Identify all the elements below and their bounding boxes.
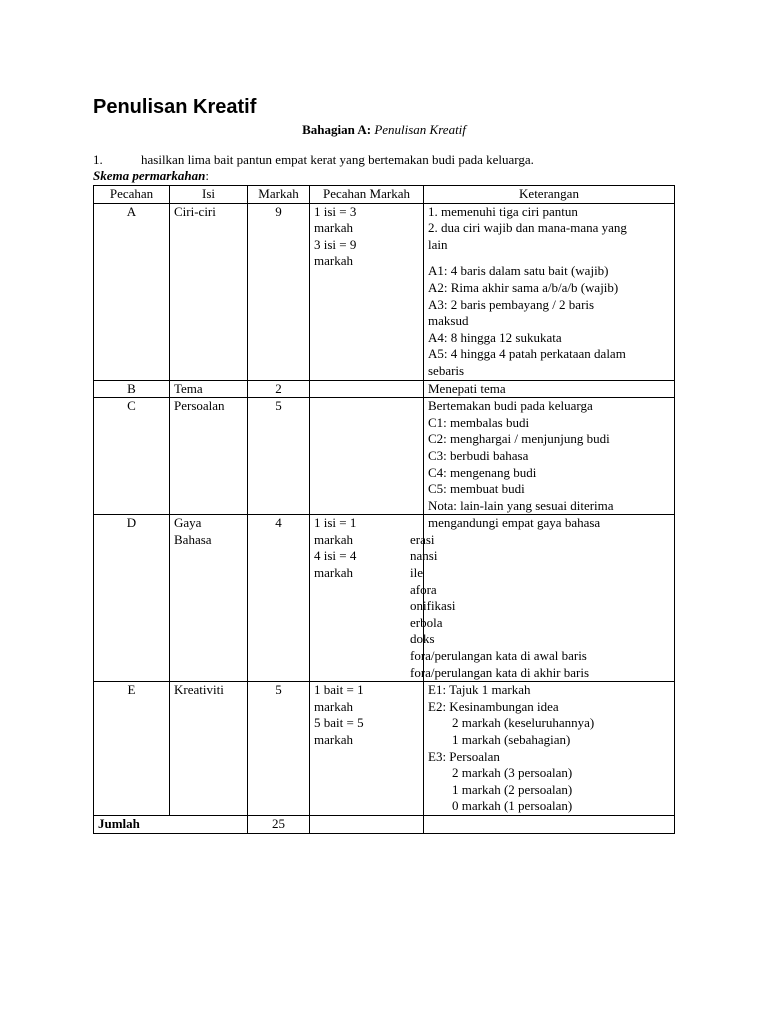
table-header-row	[94, 186, 675, 204]
cell-pecahan: E	[94, 682, 170, 816]
total-label: Jumlah	[94, 815, 248, 833]
cell-isi: Tema	[170, 380, 248, 398]
scheme-colon: :	[205, 168, 209, 183]
cell-markah: 9	[248, 203, 310, 380]
ket-line: 2 markah (3 persoalan)	[452, 765, 573, 781]
ket-line-cut: nansi	[410, 548, 438, 564]
pm-line: markah	[314, 531, 353, 547]
table-row	[94, 682, 675, 816]
ket-line: A2: Rima akhir sama a/b/a/b (wajib)	[428, 279, 619, 295]
pm-line: 1 isi = 3	[314, 203, 357, 219]
ket-line-cut: afora	[410, 581, 437, 597]
ket-line: 1. memenuhi tiga ciri pantun	[428, 203, 578, 219]
cell-pecahan-markah	[310, 398, 424, 515]
ket-line: Menepati tema	[428, 380, 506, 396]
ket-line: A4: 8 hingga 12 sukukata	[428, 329, 562, 345]
pm-line: 3 isi = 9	[314, 236, 357, 252]
header-isi: Isi	[170, 186, 248, 204]
table-row	[94, 203, 675, 380]
cell-keterangan	[410, 515, 675, 682]
cell-pecahan-markah	[310, 203, 424, 380]
ket-line: 0 markah (1 persoalan)	[452, 798, 573, 814]
ket-line: Bertemakan budi pada keluarga	[428, 398, 593, 414]
cell-isi	[170, 515, 248, 682]
pm-line: markah	[314, 220, 353, 236]
pm-line: 4 isi = 4	[314, 548, 357, 564]
cell-keterangan	[424, 682, 675, 816]
ket-line: sebaris	[428, 362, 465, 378]
cell-pecahan-markah	[310, 380, 424, 398]
ket-line: maksud	[428, 313, 469, 329]
total-empty-2	[424, 815, 675, 833]
cell-pecahan: A	[94, 203, 170, 380]
table-row	[94, 398, 675, 515]
ket-line-cut: erasi	[410, 531, 435, 547]
scoring-table	[93, 185, 675, 834]
cell-isi: Ciri-ciri	[170, 203, 248, 380]
question-text: hasilkan lima bait pantun empat kerat yang bertemakan budi pada keluarga.	[141, 152, 534, 167]
cell-isi: Persoalan	[170, 398, 248, 515]
pm-line: 1 isi = 1	[314, 515, 357, 531]
cell-pecahan-markah	[310, 682, 424, 816]
pm-line: markah	[314, 698, 353, 714]
ket-line: C3: berbudi bahasa	[428, 447, 529, 463]
pm-line: markah	[314, 732, 353, 747]
header-keterangan: Keterangan	[424, 186, 675, 204]
cell-pecahan: C	[94, 398, 170, 515]
cell-keterangan	[424, 203, 675, 380]
header-pecahan-markah: Pecahan Markah	[310, 186, 424, 204]
ket-line: A1: 4 baris dalam satu bait (wajib)	[428, 263, 609, 279]
cell-markah: 4	[248, 515, 310, 682]
question-number: 1.	[93, 152, 103, 167]
isi-line: Gaya	[174, 515, 202, 531]
ket-line: 1 markah (sebahagian)	[452, 732, 571, 747]
ket-line: C2: menghargai / menjunjung budi	[428, 431, 610, 447]
ket-line: E2: Kesinambungan idea	[428, 698, 559, 714]
total-empty-1	[310, 815, 424, 833]
scheme-label	[93, 168, 209, 184]
section-subtitle	[0, 122, 768, 138]
ket-line: C5: membuat budi	[428, 481, 525, 497]
ket-line: 2 markah (keseluruhannya)	[452, 715, 595, 731]
cell-keterangan	[424, 398, 675, 515]
page-title: Penulisan Kreatif	[93, 96, 257, 118]
table-row	[94, 515, 675, 682]
cell-isi: Kreativiti	[170, 682, 248, 816]
ket-line: C4: mengenang budi	[428, 464, 537, 480]
total-value: 25	[248, 815, 310, 833]
ket-line: A5: 4 hingga 4 patah perkataan dalam	[428, 346, 626, 362]
cell-markah: 5	[248, 398, 310, 515]
header-pecahan: Pecahan	[94, 186, 170, 204]
cell-keterangan	[424, 380, 675, 398]
ket-line: C1: membalas budi	[428, 414, 530, 430]
ket-line-cut: doks	[410, 631, 435, 647]
ket-line: Nota: lain-lain yang sesuai diterima	[428, 497, 614, 513]
ket-line: 1 markah (2 persoalan)	[452, 781, 573, 797]
cell-pecahan-markah	[310, 515, 424, 682]
ket-line: mengandungi empat gaya bahasa	[428, 515, 601, 531]
ket-line: A3: 2 baris pembayang / 2 baris	[428, 296, 595, 312]
subtitle-rest: Penulisan Kreatif	[374, 122, 466, 137]
cell-markah: 5	[248, 682, 310, 816]
cell-pecahan: B	[94, 380, 170, 398]
ket-line-cut: ile	[410, 565, 423, 581]
ket-line: E3: Persoalan	[428, 748, 500, 764]
ket-line: lain	[428, 236, 448, 252]
pm-line: 5 bait = 5	[314, 715, 364, 731]
ket-line-cut: erbola	[410, 614, 443, 630]
cell-pecahan: D	[94, 515, 170, 682]
pm-line: markah	[314, 565, 353, 581]
ket-line-cut: onifikasi	[410, 598, 456, 614]
pm-line: markah	[314, 253, 353, 269]
ket-line: 2. dua ciri wajib dan mana-mana yang	[428, 220, 627, 236]
cell-markah: 2	[248, 380, 310, 398]
pm-line: 1 bait = 1	[314, 682, 364, 698]
ket-line: E1: Tajuk 1 markah	[428, 682, 531, 698]
isi-line: Bahasa	[174, 531, 212, 547]
scheme-label-text: Skema permarkahan	[93, 168, 206, 183]
header-markah: Markah	[248, 186, 310, 204]
table-total-row	[94, 815, 675, 833]
table-row	[94, 380, 675, 398]
question	[93, 152, 534, 168]
subtitle-lead: Bahagian A:	[302, 122, 372, 137]
ket-line-cut: fora/perulangan kata di awal baris	[410, 648, 587, 664]
ket-line-cut: fora/perulangan kata di akhir baris	[410, 664, 590, 680]
